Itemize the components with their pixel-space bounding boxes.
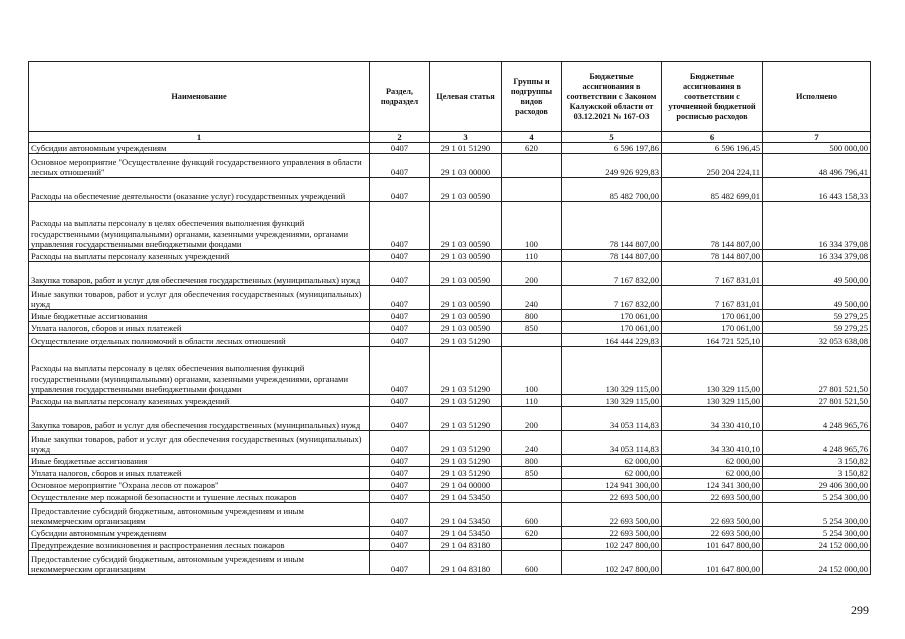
cell-name: Субсидии автономным учреждениям [29,527,370,539]
cell-cs: 29 1 03 00590 [430,250,502,262]
cell-sec: 0407 [370,527,430,539]
cell-executed: 27 801 521,50 [763,395,871,407]
cell-cs: 29 1 03 00000 [430,154,502,178]
cell-law: 130 329 115,00 [562,347,662,395]
cell-vr: 110 [502,250,562,262]
cell-sec: 0407 [370,178,430,202]
cell-cs: 29 1 03 51290 [430,455,502,467]
col-number: 2 [370,132,430,143]
table-row [29,143,871,154]
table-row [29,395,871,407]
cell-executed: 16 334 379,08 [763,202,871,250]
cell-cs: 29 1 04 83180 [430,551,502,575]
cell-law: 124 941 300,00 [562,479,662,491]
cell-law: 170 061,00 [562,322,662,334]
cell-executed: 4 248 965,76 [763,407,871,431]
cell-law: 78 144 807,00 [562,250,662,262]
cell-refined: 78 144 807,00 [662,202,763,250]
cell-refined: 22 693 500,00 [662,491,763,503]
cell-cs: 29 1 01 51290 [430,143,502,154]
cell-sec: 0407 [370,395,430,407]
cell-law: 78 144 807,00 [562,202,662,250]
cell-executed: 24 152 000,00 [763,539,871,551]
cell-cs: 29 1 03 51290 [430,407,502,431]
table-row [29,539,871,551]
cell-executed: 3 150,82 [763,467,871,479]
cell-refined: 78 144 807,00 [662,250,763,262]
cell-executed: 49 500,00 [763,262,871,286]
cell-law: 102 247 800,00 [562,551,662,575]
cell-sec: 0407 [370,202,430,250]
cell-name: Иные закупки товаров, работ и услуг для обеспечения государственных (муниципальных) нужд [29,431,370,455]
cell-sec: 0407 [370,262,430,286]
cell-refined: 62 000,00 [662,455,763,467]
cell-law: 62 000,00 [562,455,662,467]
cell-cs: 29 1 03 51290 [430,395,502,407]
cell-vr: 200 [502,407,562,431]
table-row [29,286,871,310]
table-row [29,491,871,503]
cell-cs: 29 1 03 00590 [430,310,502,322]
cell-executed: 5 254 300,00 [763,503,871,527]
col-number: 4 [502,132,562,143]
cell-vr [502,154,562,178]
cell-sec: 0407 [370,154,430,178]
cell-cs: 29 1 03 00590 [430,322,502,334]
cell-vr: 600 [502,503,562,527]
budget-table [28,61,871,575]
cell-name: Осуществление отдельных полномочий в области лесных отношений [29,334,370,347]
cell-name: Субсидии автономным учреждениям [29,143,370,154]
table-row [29,551,871,575]
cell-cs: 29 1 03 51290 [430,334,502,347]
col-header-law: Бюджетные ассигнования в соответствии с Законом Калужской области от 03.12.2021 № 167-ОЗ [562,62,662,132]
col-header-executed: Исполнено [763,62,871,132]
col-header-name: Наименование [29,62,370,132]
table-row [29,322,871,334]
cell-refined: 22 693 500,00 [662,527,763,539]
cell-refined: 7 167 831,01 [662,286,763,310]
cell-sec: 0407 [370,539,430,551]
cell-vr: 850 [502,322,562,334]
cell-executed: 32 053 638,08 [763,334,871,347]
cell-cs: 29 1 03 00590 [430,178,502,202]
cell-sec: 0407 [370,479,430,491]
cell-refined: 124 341 300,00 [662,479,763,491]
cell-vr [502,539,562,551]
cell-name: Закупка товаров, работ и услуг для обеспечения государственных (муниципальных) нужд [29,262,370,286]
cell-cs: 29 1 04 53450 [430,527,502,539]
table-row [29,178,871,202]
table-row [29,347,871,395]
cell-name: Основное мероприятие "Осуществление функций государственного управления в области лесных отношений" [29,154,370,178]
cell-executed: 5 254 300,00 [763,491,871,503]
cell-cs: 29 1 04 53450 [430,491,502,503]
cell-executed: 16 443 158,33 [763,178,871,202]
cell-law: 102 247 800,00 [562,539,662,551]
cell-sec: 0407 [370,322,430,334]
cell-executed: 59 279,25 [763,310,871,322]
table-row [29,262,871,286]
cell-cs: 29 1 03 51290 [430,467,502,479]
cell-sec: 0407 [370,347,430,395]
cell-law: 34 053 114,83 [562,431,662,455]
table-body [29,143,871,575]
cell-name: Закупка товаров, работ и услуг для обеспечения государственных (муниципальных) нужд [29,407,370,431]
cell-law: 6 596 197,86 [562,143,662,154]
cell-name: Основное мероприятие "Охрана лесов от пожаров" [29,479,370,491]
cell-executed: 59 279,25 [763,322,871,334]
cell-cs: 29 1 03 00590 [430,202,502,250]
table-row [29,154,871,178]
cell-refined: 22 693 500,00 [662,503,763,527]
cell-vr: 800 [502,455,562,467]
table-row [29,503,871,527]
col-header-section: Раздел, подраздел [370,62,430,132]
cell-executed: 29 406 300,00 [763,479,871,491]
cell-executed: 49 500,00 [763,286,871,310]
cell-cs: 29 1 04 53450 [430,503,502,527]
cell-vr [502,491,562,503]
cell-cs: 29 1 03 51290 [430,347,502,395]
col-number: 7 [763,132,871,143]
cell-vr: 100 [502,347,562,395]
cell-executed: 4 248 965,76 [763,431,871,455]
table-row [29,431,871,455]
table-row [29,527,871,539]
table-header [29,62,871,143]
cell-name: Иные бюджетные ассигнования [29,310,370,322]
cell-name: Осуществление мер пожарной безопасности и тушение лесных пожаров [29,491,370,503]
cell-sec: 0407 [370,334,430,347]
cell-vr [502,334,562,347]
cell-name: Уплата налогов, сборов и иных платежей [29,467,370,479]
cell-law: 7 167 832,00 [562,286,662,310]
table-row [29,334,871,347]
col-header-target: Целевая статья [430,62,502,132]
cell-law: 22 693 500,00 [562,527,662,539]
cell-refined: 34 330 410,10 [662,407,763,431]
cell-law: 249 926 929,83 [562,154,662,178]
cell-refined: 6 596 196,45 [662,143,763,154]
cell-name: Расходы на выплаты персоналу в целях обеспечения выполнения функций государственными (муниципальными) органами, казенными учреждениями, органами управления государственными внебюджетными фондами [29,347,370,395]
cell-executed: 500 000,00 [763,143,871,154]
cell-refined: 101 647 800,00 [662,539,763,551]
cell-law: 130 329 115,00 [562,395,662,407]
column-number-row [29,132,871,143]
table-row [29,479,871,491]
table-row [29,407,871,431]
cell-law: 170 061,00 [562,310,662,322]
cell-law: 164 444 229,83 [562,334,662,347]
cell-name: Предоставление субсидий бюджетным, автономным учреждениям и иным некоммерческим организациям [29,503,370,527]
cell-vr: 200 [502,262,562,286]
cell-law: 62 000,00 [562,467,662,479]
cell-vr: 240 [502,431,562,455]
cell-name: Иные бюджетные ассигнования [29,455,370,467]
table-row [29,310,871,322]
cell-sec: 0407 [370,407,430,431]
cell-refined: 34 330 410,10 [662,431,763,455]
cell-vr: 110 [502,395,562,407]
cell-refined: 130 329 115,00 [662,347,763,395]
cell-law: 22 693 500,00 [562,491,662,503]
col-number: 5 [562,132,662,143]
cell-refined: 85 482 699,01 [662,178,763,202]
cell-sec: 0407 [370,455,430,467]
table-row [29,455,871,467]
cell-sec: 0407 [370,491,430,503]
cell-name: Расходы на выплаты персоналу в целях обеспечения выполнения функций государственными (муниципальными) органами, казенными учреждениями, органами управления государственными внебюджетными фондами [29,202,370,250]
cell-name: Расходы на выплаты персоналу казенных учреждений [29,395,370,407]
cell-refined: 250 204 224,11 [662,154,763,178]
cell-refined: 101 647 800,00 [662,551,763,575]
cell-law: 7 167 832,00 [562,262,662,286]
cell-cs: 29 1 03 51290 [430,431,502,455]
cell-law: 34 053 114,83 [562,407,662,431]
cell-vr [502,479,562,491]
cell-refined: 164 721 525,10 [662,334,763,347]
cell-refined: 130 329 115,00 [662,395,763,407]
cell-name: Расходы на обеспечение деятельности (оказание услуг) государственных учреждений [29,178,370,202]
cell-sec: 0407 [370,250,430,262]
cell-refined: 170 061,00 [662,310,763,322]
cell-refined: 7 167 831,01 [662,262,763,286]
cell-name: Предоставление субсидий бюджетным, автономным учреждениям и иным некоммерческим организациям [29,551,370,575]
cell-vr: 850 [502,467,562,479]
cell-vr: 620 [502,143,562,154]
cell-vr: 100 [502,202,562,250]
cell-law: 85 482 700,00 [562,178,662,202]
cell-executed: 3 150,82 [763,455,871,467]
cell-vr: 800 [502,310,562,322]
cell-sec: 0407 [370,431,430,455]
cell-executed: 27 801 521,50 [763,347,871,395]
cell-vr: 600 [502,551,562,575]
cell-sec: 0407 [370,143,430,154]
cell-cs: 29 1 04 00000 [430,479,502,491]
cell-vr [502,178,562,202]
cell-sec: 0407 [370,467,430,479]
cell-name: Расходы на выплаты персоналу казенных учреждений [29,250,370,262]
col-number: 3 [430,132,502,143]
col-number: 1 [29,132,370,143]
table-row [29,202,871,250]
table-row [29,250,871,262]
cell-cs: 29 1 04 83180 [430,539,502,551]
cell-sec: 0407 [370,503,430,527]
col-header-refined: Бюджетные ассигнования в соответствии с уточненной бюджетной росписью расходов [662,62,763,132]
cell-vr: 240 [502,286,562,310]
cell-refined: 170 061,00 [662,322,763,334]
cell-sec: 0407 [370,286,430,310]
cell-law: 22 693 500,00 [562,503,662,527]
cell-executed: 5 254 300,00 [763,527,871,539]
table-row [29,467,871,479]
cell-name: Предупреждение возникновения и распространения лесных пожаров [29,539,370,551]
col-number: 6 [662,132,763,143]
cell-sec: 0407 [370,310,430,322]
cell-cs: 29 1 03 00590 [430,286,502,310]
page-number: 299 [851,603,869,617]
cell-executed: 16 334 379,08 [763,250,871,262]
cell-executed: 48 496 796,41 [763,154,871,178]
cell-cs: 29 1 03 00590 [430,262,502,286]
cell-name: Иные закупки товаров, работ и услуг для обеспечения государственных (муниципальных) нужд [29,286,370,310]
col-header-groups: Группы и подгруппы видов расходов [502,62,562,132]
cell-refined: 62 000,00 [662,467,763,479]
cell-executed: 24 152 000,00 [763,551,871,575]
cell-name: Уплата налогов, сборов и иных платежей [29,322,370,334]
cell-sec: 0407 [370,551,430,575]
cell-vr: 620 [502,527,562,539]
